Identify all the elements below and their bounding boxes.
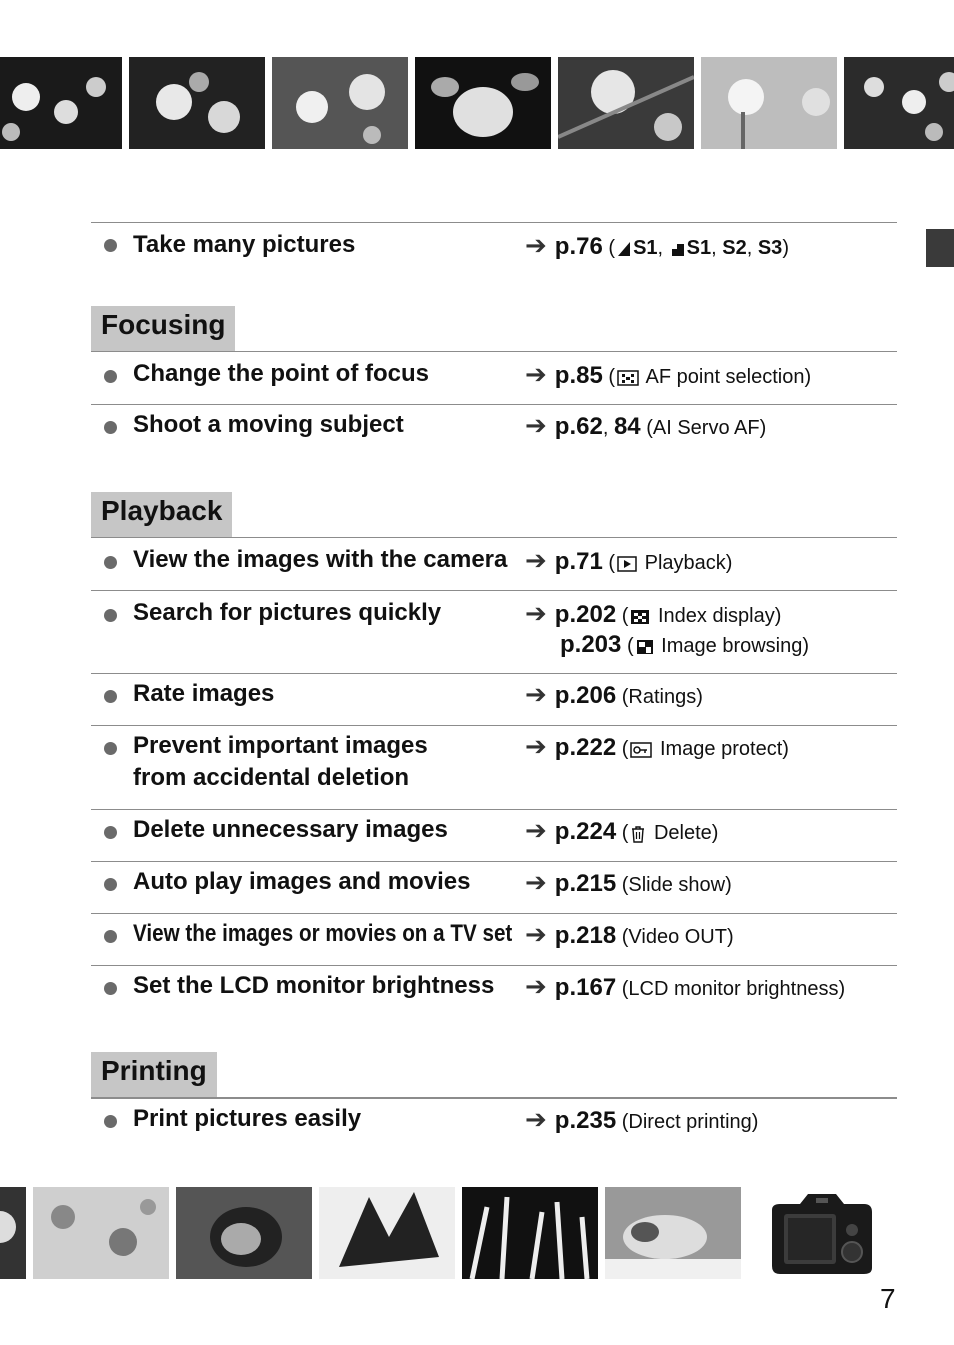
drive-high-icon bbox=[617, 241, 631, 257]
page-reference bbox=[525, 229, 789, 264]
list-item bbox=[91, 862, 897, 914]
page-reference bbox=[525, 678, 703, 713]
reference-note: (Slide show) bbox=[621, 874, 732, 896]
reference-note: (Direct printing) bbox=[621, 1111, 759, 1133]
list-item bbox=[91, 405, 897, 492]
list-item bbox=[91, 726, 897, 810]
page-reference: ➔ p.224 ( Delete) bbox=[525, 815, 719, 845]
bullet-icon bbox=[104, 930, 117, 943]
page-number: p.215 bbox=[554, 870, 617, 897]
section-printing bbox=[91, 1052, 897, 1097]
index-icon bbox=[630, 609, 650, 625]
arrow-icon: ➔ bbox=[525, 867, 547, 897]
item-label: View the images with the camera bbox=[133, 546, 508, 573]
reference-note: Delete) bbox=[653, 822, 719, 844]
arrow-icon: ➔ bbox=[525, 815, 547, 845]
item-label: Change the point of focus bbox=[133, 360, 429, 387]
bottom-photo-strip bbox=[0, 1187, 741, 1279]
arrow-icon: ➔ bbox=[525, 545, 547, 575]
page-number: p.235 bbox=[554, 1107, 617, 1134]
reference-note: (AI Servo AF) bbox=[646, 417, 767, 439]
bullet-icon bbox=[104, 982, 117, 995]
list-item bbox=[91, 914, 897, 966]
list-item bbox=[91, 352, 897, 405]
maple-leaf-photo bbox=[319, 1187, 455, 1279]
chapter-tab-marker bbox=[926, 229, 954, 267]
page-number: p.206 bbox=[554, 682, 617, 709]
item-label: Shoot a moving subject bbox=[133, 411, 404, 438]
arrow-icon: ➔ bbox=[525, 971, 547, 1001]
white-flower-photo bbox=[415, 57, 551, 149]
page-number: p.71 bbox=[554, 548, 603, 575]
cat-photo bbox=[605, 1187, 741, 1279]
magnolia-photo bbox=[558, 57, 694, 149]
image-jump-icon bbox=[636, 639, 654, 655]
list-item bbox=[91, 538, 897, 591]
page-reference bbox=[525, 970, 845, 1005]
reference-note: (LCD monitor brightness) bbox=[621, 978, 846, 1000]
bullet-icon bbox=[104, 826, 117, 839]
bullet-icon bbox=[104, 239, 117, 252]
page-number: p.224 bbox=[554, 818, 617, 845]
bullet-icon bbox=[104, 690, 117, 703]
arrow-icon: ➔ bbox=[525, 410, 547, 440]
section-playback bbox=[91, 492, 897, 537]
item-label: Search for pictures quickly bbox=[133, 599, 442, 626]
page-reference: ➔ p.222 ( Image protect) bbox=[525, 731, 789, 761]
section-title: Focusing bbox=[91, 306, 235, 351]
section-title: Playback bbox=[91, 492, 232, 537]
flower-photo bbox=[0, 57, 122, 149]
quick-reference-list bbox=[91, 222, 897, 1149]
page-number: p.222 bbox=[554, 734, 617, 761]
page-number: p.218 bbox=[554, 922, 617, 949]
playback-icon bbox=[617, 556, 637, 572]
page-number: p.85 bbox=[554, 362, 603, 389]
list-item bbox=[91, 223, 897, 306]
bullet-icon bbox=[104, 421, 117, 434]
top-photo-strip bbox=[0, 57, 954, 149]
bullet-icon bbox=[104, 1115, 117, 1128]
page-reference-secondary: p.203 ( Image browsing) bbox=[560, 631, 810, 658]
item-label: View the images or movies on a TV set bbox=[133, 920, 513, 947]
page-reference: ➔ p.85 ( AF point selection) bbox=[525, 359, 812, 389]
drive-modes-note: ( S1, S1, S2, S3) bbox=[608, 237, 789, 259]
trash-icon bbox=[630, 825, 646, 843]
list-item bbox=[91, 674, 897, 726]
arrow-icon: ➔ bbox=[525, 230, 547, 260]
reference-note: Image browsing) bbox=[661, 635, 810, 657]
cluster-flower-photo bbox=[844, 57, 954, 149]
arrow-icon: ➔ bbox=[525, 359, 547, 389]
reference-note: AF point selection) bbox=[645, 366, 812, 388]
page-number-footer: 7 bbox=[880, 1283, 896, 1314]
bullet-icon bbox=[104, 742, 117, 755]
item-label: Print pictures easily bbox=[133, 1105, 362, 1132]
chestnut-photo bbox=[176, 1187, 312, 1279]
page-number: p.203 bbox=[560, 631, 622, 658]
drive-low-icon bbox=[671, 241, 685, 257]
bullet-icon bbox=[104, 556, 117, 569]
page-reference bbox=[525, 918, 734, 953]
cosmos-photo bbox=[33, 1187, 169, 1279]
page-reference bbox=[525, 1103, 758, 1138]
reference-note: Image protect) bbox=[659, 738, 789, 760]
page-reference: ➔ p.62, 84 (AI Servo AF) bbox=[525, 410, 767, 440]
reference-note: Playback) bbox=[644, 552, 733, 574]
flower-photo bbox=[0, 1187, 26, 1279]
reference-note: Index display) bbox=[657, 605, 782, 627]
page-reference: ➔ p.202 ( Index display) bbox=[525, 598, 782, 628]
item-label: Take many pictures bbox=[133, 231, 356, 258]
camera-icon bbox=[766, 1190, 878, 1276]
af-point-icon bbox=[617, 370, 639, 386]
item-label: Set the LCD monitor brightness bbox=[133, 972, 495, 999]
item-label: Rate images bbox=[133, 680, 275, 707]
list-item bbox=[91, 1099, 897, 1149]
arrow-icon: ➔ bbox=[525, 598, 547, 628]
reference-note: (Ratings) bbox=[621, 686, 703, 708]
arrow-icon: ➔ bbox=[525, 1104, 547, 1134]
page-number: p.202 bbox=[554, 601, 617, 628]
bullet-icon bbox=[104, 609, 117, 622]
arrow-icon: ➔ bbox=[525, 919, 547, 949]
protect-key-icon bbox=[630, 742, 652, 758]
item-label: Delete unnecessary images bbox=[133, 816, 448, 843]
page-reference: ➔ p.71 ( Playback) bbox=[525, 545, 733, 575]
page-number: p.167 bbox=[554, 974, 617, 1001]
blossom-photo bbox=[129, 57, 265, 149]
section-title: Printing bbox=[91, 1052, 217, 1097]
star-flower-photo bbox=[272, 57, 408, 149]
grass-photo bbox=[462, 1187, 598, 1279]
list-item bbox=[91, 810, 897, 862]
section-focusing bbox=[91, 306, 897, 351]
bud-photo bbox=[701, 57, 837, 149]
list-item bbox=[91, 966, 897, 1052]
list-item bbox=[91, 591, 897, 674]
page-number: p.76 bbox=[554, 233, 603, 260]
page-number: p.62 bbox=[554, 413, 603, 440]
reference-note: (Video OUT) bbox=[621, 926, 734, 948]
page-number-extra: 84 bbox=[613, 413, 641, 440]
item-label: Auto play images and movies bbox=[133, 868, 471, 895]
arrow-icon: ➔ bbox=[525, 679, 547, 709]
page-reference bbox=[525, 866, 732, 901]
item-label-continued: from accidental deletion bbox=[133, 764, 410, 791]
bullet-icon bbox=[104, 370, 117, 383]
item-label: Prevent important images bbox=[133, 732, 428, 759]
bullet-icon bbox=[104, 878, 117, 891]
arrow-icon: ➔ bbox=[525, 731, 547, 761]
